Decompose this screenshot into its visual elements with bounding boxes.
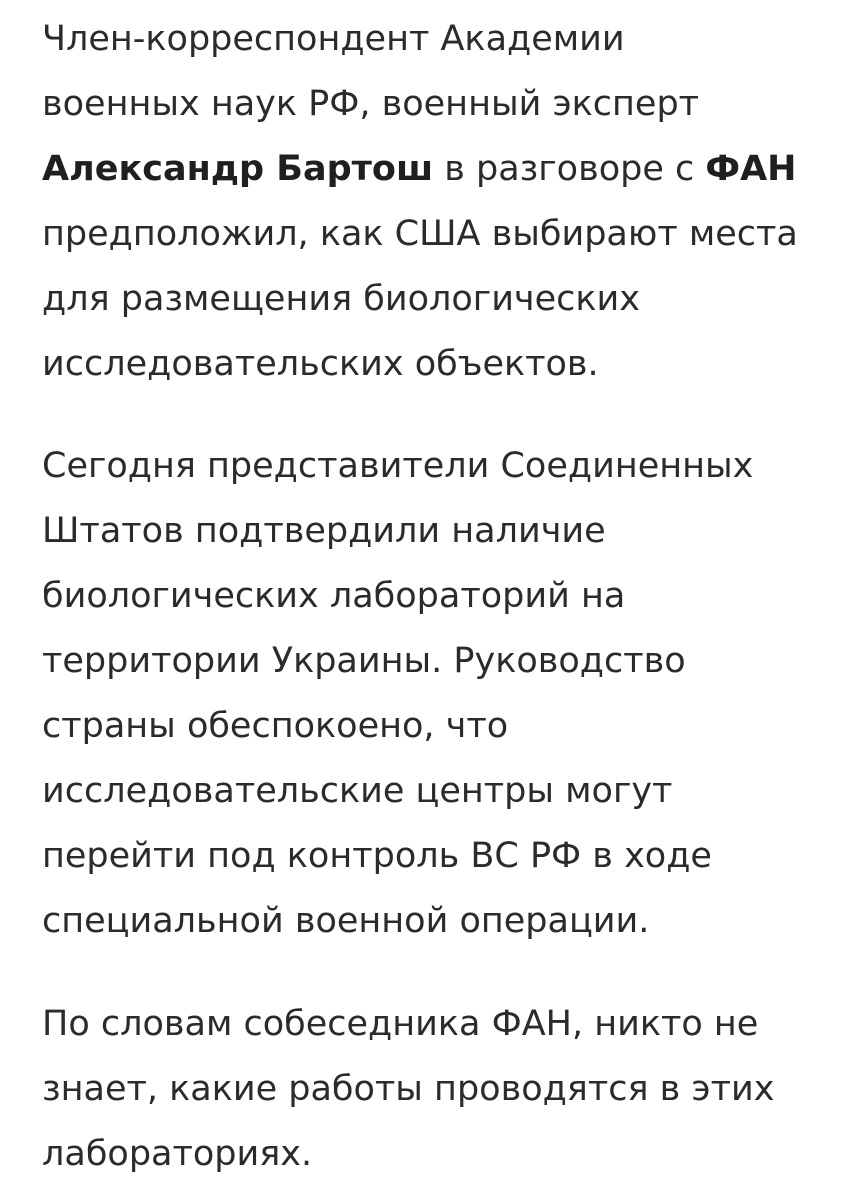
text-line: Сегодня представители Соединенных: [42, 446, 754, 486]
text-line: биологических лабораторий на: [42, 576, 626, 616]
text-line: По словам собеседника ФАН, никто не: [42, 1004, 759, 1044]
text-line: предположил, как США выбирают места: [42, 214, 798, 254]
text-line: [42, 137, 832, 202]
text-line: лабораториях.: [42, 1134, 313, 1174]
text-line: Штатов подтвердили наличие: [42, 511, 606, 551]
paragraph-third: [42, 992, 832, 1187]
paragraph-intro: [42, 7, 832, 397]
text-line: специальной военной операции.: [42, 901, 650, 941]
text-line: исследовательские центры могут: [42, 771, 673, 811]
text-line: исследовательских объектов.: [42, 344, 599, 384]
text-line: территории Украины. Руководство: [42, 641, 686, 681]
expert-name: Александр Бартош: [42, 149, 434, 189]
source-name: ФАН: [705, 149, 797, 189]
text-line: Член-корреспондент Академии: [42, 19, 625, 59]
text-line: знает, какие работы проводятся в этих: [42, 1069, 775, 1109]
text-fragment: в разговоре с: [433, 149, 706, 189]
text-line: перейти под контроль ВС РФ в ходе: [42, 836, 712, 876]
paragraph-second: [42, 434, 832, 954]
text-line: для размещения биологических: [42, 279, 640, 319]
text-line: военных наук РФ, военный эксперт: [42, 84, 700, 124]
text-line: страны обеспокоено, что: [42, 706, 509, 746]
